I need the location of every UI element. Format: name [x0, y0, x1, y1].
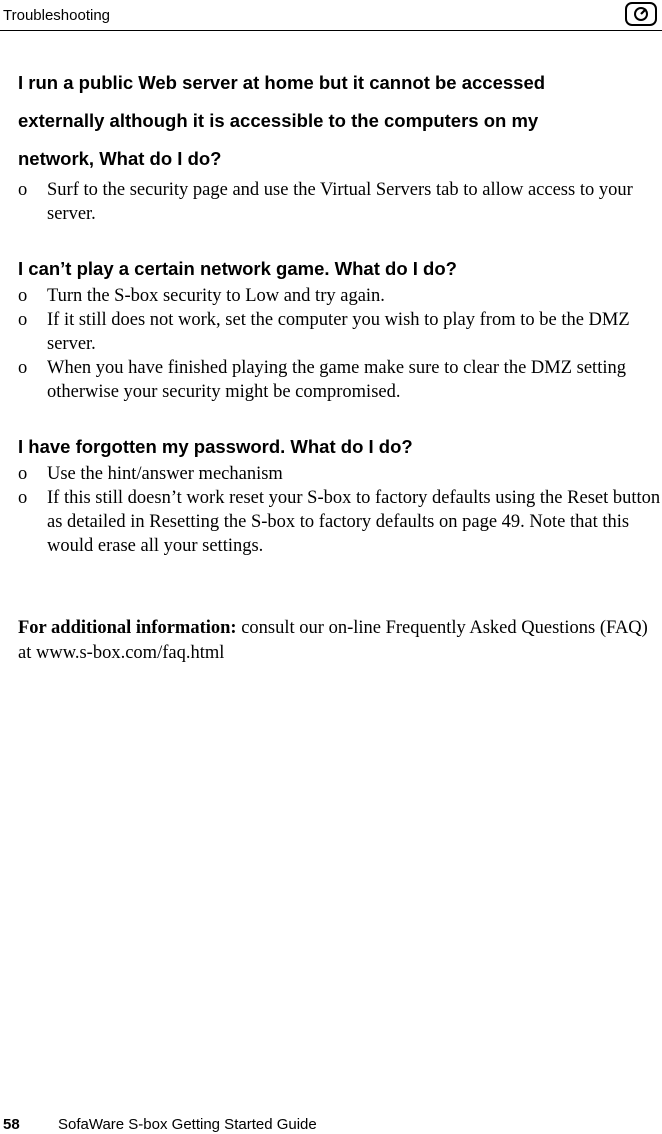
bullet-icon: o — [18, 358, 28, 378]
question-heading — [18, 64, 662, 178]
question-heading — [18, 254, 662, 284]
answer-item — [18, 462, 662, 486]
answer-item — [18, 284, 662, 308]
answer-text: Turn the S-box security to Low and try again. — [47, 286, 385, 306]
answer-text: Surf to the security page and use the Virtual Servers tab to allow access to your server. — [47, 180, 633, 224]
page-header — [0, 0, 662, 31]
question-heading — [18, 432, 662, 462]
bullet-icon: o — [18, 464, 28, 484]
faq-item-web-server — [18, 64, 662, 226]
answer-list — [18, 284, 662, 404]
bullet-icon: o — [18, 286, 28, 306]
question-line: externally although it is accessible to the computers on my — [18, 110, 539, 131]
additional-information-label: For additional information: — [18, 618, 237, 638]
answer-item — [18, 486, 662, 558]
question-line: I run a public Web server at home but it cannot be accessed — [18, 72, 546, 93]
answer-text: If it still does not work, set the computer you wish to play from to be the DMZ server. — [47, 310, 630, 354]
answer-list — [18, 462, 662, 558]
additional-information — [18, 616, 662, 666]
s-box-logo-icon — [625, 2, 657, 26]
bullet-icon: o — [18, 488, 28, 508]
troubleshooting-content — [18, 64, 662, 685]
answer-item — [18, 356, 662, 404]
answer-text: When you have finished playing the game make sure to clear the DMZ setting otherwise your security might be compromised. — [47, 358, 626, 402]
faq-item-forgotten-password — [18, 432, 662, 558]
page-footer — [3, 1116, 317, 1133]
page-number: 58 — [3, 1116, 20, 1133]
faq-item-network-game — [18, 254, 662, 404]
header-title: Troubleshooting — [3, 7, 111, 24]
answer-item — [18, 308, 662, 356]
answer-list — [18, 178, 662, 226]
answer-text: If this still doesn’t work reset your S-box to factory defaults using the Reset button as detailed in Resetting the S-box to factory defaults on page 49. Note that this would erase all your settings. — [47, 488, 661, 556]
guide-title: SofaWare S-box Getting Started Guide — [58, 1116, 317, 1133]
question-line: I can’t play a certain network game. What do I do? — [18, 258, 457, 279]
answer-text: Use the hint/answer mechanism — [47, 464, 283, 484]
bullet-icon: o — [18, 180, 28, 200]
additional-information-text: consult our on-line Frequently Asked Questions (FAQ) at www.s-box.com/faq.html — [18, 618, 648, 663]
question-line: I have forgotten my password. What do I do? — [18, 436, 413, 457]
bullet-icon: o — [18, 310, 28, 330]
answer-item — [18, 178, 662, 226]
question-line: network, What do I do? — [18, 148, 222, 169]
